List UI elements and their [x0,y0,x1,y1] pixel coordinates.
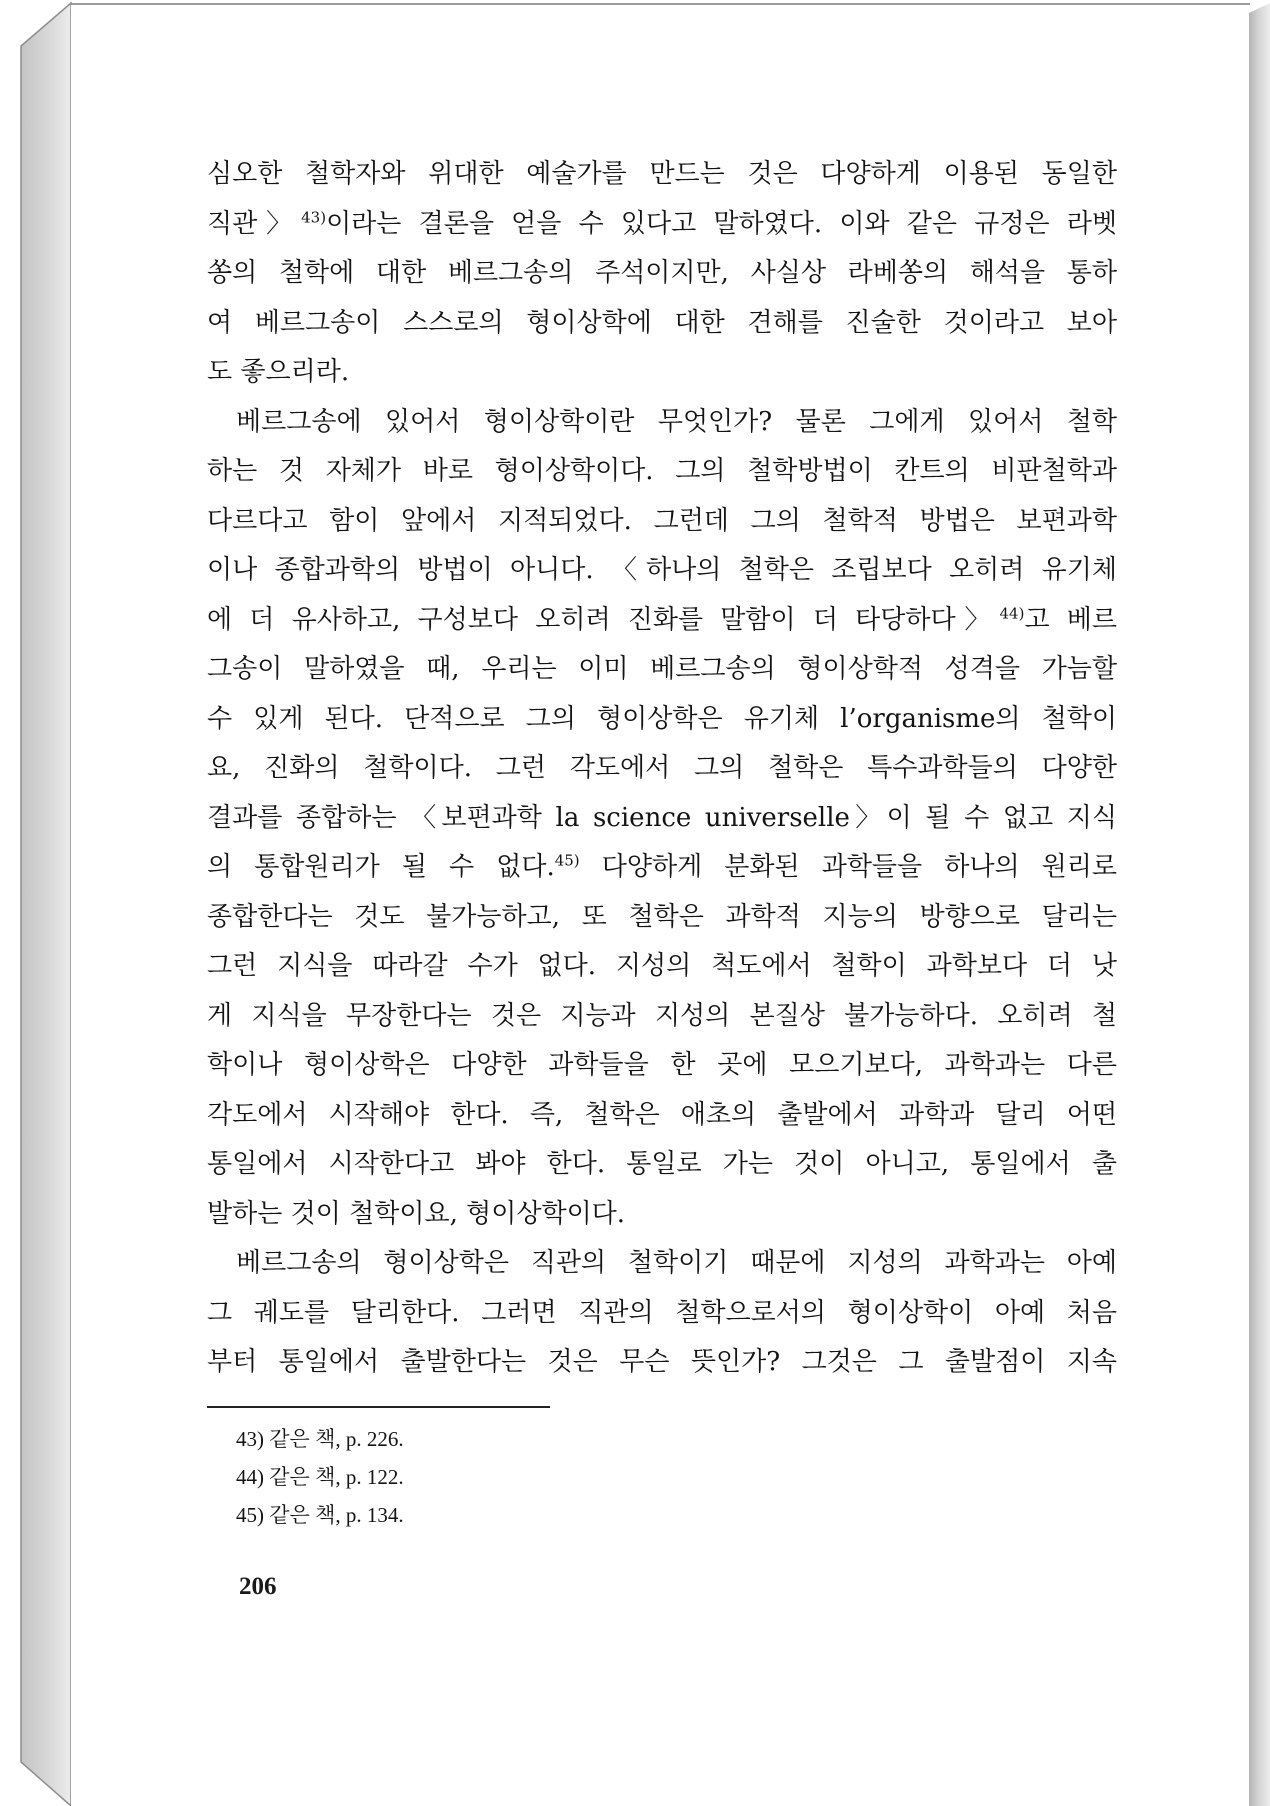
text-line: 수 있게 된다. 단적으로 그의 형이상학은 유기체 l’organisme의 철학이 [207,703,1117,734]
text-segment: 이라는 결론을 얻을 수 있다고 말하였다. 이와 같은 규정은 라벳 [326,208,1117,239]
text-line: 결과를 종합하는 〈보편과학 la science universelle〉이 될 수 없고 지식 [207,802,1117,833]
text-line: 종합한다는 것도 불가능하고, 또 철학은 과학적 지능의 방향으로 달리는 [207,901,1117,932]
page-number: 206 [239,1573,277,1600]
text-line: 요, 진화의 철학이다. 그런 각도에서 그의 철학은 특수과학들의 다양한 [207,753,1117,783]
spine-face [21,3,71,1806]
text-line: 다르다고 함이 앞에서 지적되었다. 그런데 그의 철학적 방법은 보편과학 [207,505,1117,536]
text-line: 부터 통일에서 출발한다는 것은 무슨 뜻인가? 그것은 그 출발점이 지속 [207,1347,1117,1377]
text-line [207,200,1117,250]
text-line: 그 궤도를 달리한다. 그러면 직관의 철학으로서의 형이상학이 아예 처음 [207,1297,1117,1328]
text-line: 통일에서 시작한다고 봐야 한다. 통일로 가는 것이 아니고, 통일에서 출 [207,1149,1117,1179]
page-edge-shadow [1249,3,1270,1806]
text-line: 게 지식을 무장한다는 것은 지능과 지성의 본질상 불가능하다. 오히려 철 [207,1000,1117,1031]
text-line: 이나 종합과학의 방법이 아니다. 〈하나의 철학은 조립보다 오히려 유기체 [207,555,1117,585]
footnote-ref: 45) [554,851,580,870]
text-segment: 직관〉 [207,208,302,239]
footnote-rule [207,1406,550,1408]
footnotes [236,1420,836,1534]
text-line: 그송이 말하였을 때, 우리는 이미 베르그송의 형이상학적 성격을 가늠할 [207,654,1117,684]
text-segment: 고 베르 [1024,604,1117,635]
text-line: 쏭의 철학에 대한 베르그송의 주석이지만, 사실상 라베쏭의 해석을 통하 [207,258,1117,288]
text-line [207,843,1117,893]
text-line: 도 좋으리라. [207,357,350,387]
text-line [207,596,1117,646]
text-segment: 의 통합원리가 될 수 없다. [207,852,555,882]
text-line: 그런 지식을 따라갈 수가 없다. 지성의 척도에서 철학이 과학보다 더 낫 [207,951,1117,981]
text-line: 베르그송에 있어서 형이상학이란 무엇인가? 물론 그에게 있어서 철학 [236,406,1117,437]
text-line: 학이나 형이상학은 다양한 과학들을 한 곳에 모으기보다, 과학과는 다른 [207,1050,1117,1080]
footnote-ref: 43) [301,207,327,226]
text-segment: 다양하게 분화된 과학들을 하나의 원리로 [579,852,1117,882]
footnote-ref: 44) [999,603,1025,622]
footnote: 43) 같은 책, p. 226. [236,1427,404,1451]
footnote: 44) 같은 책, p. 122. [236,1465,404,1489]
text-line: 여 베르그송이 스스로의 형이상학에 대한 견해를 진술한 것이라고 보아 [207,307,1117,338]
text-line: 발하는 것이 철학이요, 형이상학이다. [207,1198,626,1229]
text-segment: 에 더 유사하고, 구성보다 오히려 진화를 말함이 더 타당하다〉 [207,604,1000,635]
text-line: 각도에서 시작해야 한다. 즉, 철학은 애초의 출발에서 과학과 달리 어떤 [207,1099,1117,1130]
text-line: 심오한 철학자와 위대한 예술가를 만드는 것은 다양하게 이용된 동일한 [207,159,1117,189]
text-line: 베르그송의 형이상학은 직관의 철학이기 때문에 지성의 과학과는 아예 [236,1248,1117,1278]
text-line: 하는 것 자체가 바로 형이상학이다. 그의 철학방법이 칸트의 비판철학과 [207,456,1117,486]
body-text [207,150,1117,1388]
footnote: 45) 같은 책, p. 134. [236,1503,404,1527]
